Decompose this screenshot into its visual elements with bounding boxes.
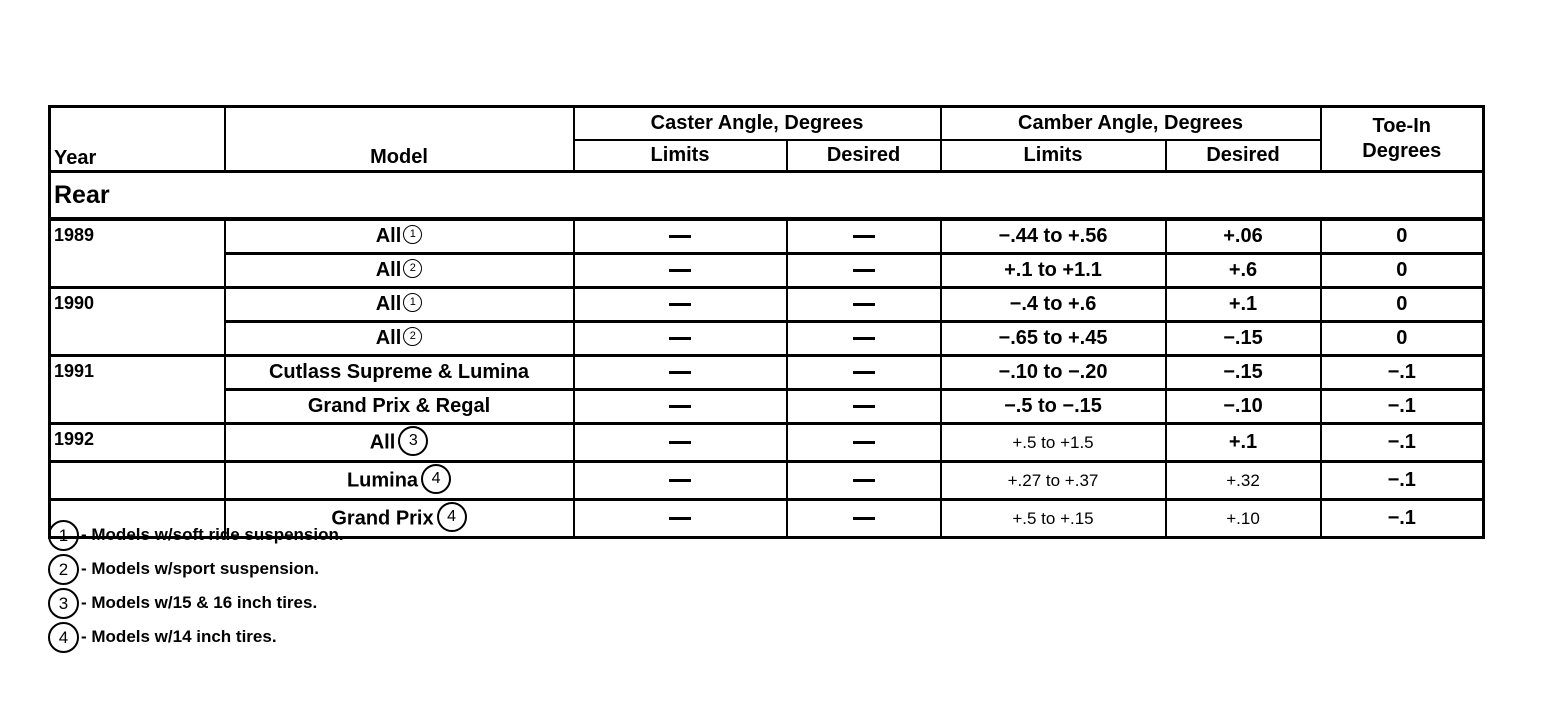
caster-limits-cell [574, 462, 787, 500]
em-dash-icon [669, 235, 691, 238]
header-toe-in-line2: Degrees [1362, 140, 1442, 162]
camber-limits-cell: −.10 to −.20 [941, 356, 1166, 390]
toe-in-cell: −.1 [1321, 390, 1484, 424]
section-title: Rear [50, 172, 1484, 220]
footnote-marker-icon: 4 [421, 464, 451, 494]
model-cell [225, 254, 574, 288]
camber-limits-cell: +.27 to +.37 [941, 462, 1166, 500]
em-dash-icon [853, 479, 875, 482]
em-dash-icon [669, 441, 691, 444]
footnote-marker-icon: 2 [403, 327, 422, 346]
toe-in-cell: 0 [1321, 288, 1484, 322]
header-model: Model [225, 107, 574, 172]
footnote-text: - Models w/15 & 16 inch tires. [81, 593, 318, 612]
section-row [50, 172, 1484, 220]
camber-limits-cell: −.65 to +.45 [941, 322, 1166, 356]
year-text: 1991 [54, 361, 95, 381]
caster-limits-cell [574, 424, 787, 462]
footnote-text: - Models w/sport suspension. [81, 559, 320, 578]
header-caster-limits: Limits [574, 140, 787, 172]
header-year: Year [50, 107, 225, 172]
header-toe-in-line1: Toe-In [1372, 115, 1431, 137]
camber-limits-cell: −.5 to −.15 [941, 390, 1166, 424]
model-text: Lumina [346, 468, 419, 491]
toe-in-cell: 0 [1321, 219, 1484, 254]
model-text: All [375, 225, 402, 247]
caster-limits-cell [574, 322, 787, 356]
caster-desired-cell [787, 219, 941, 254]
caster-desired-cell [787, 424, 941, 462]
table-row [50, 462, 1484, 500]
table-row [50, 322, 1484, 356]
model-cell [225, 219, 574, 254]
model-cell [225, 322, 574, 356]
year-text: 1990 [54, 293, 95, 313]
camber-limits-cell: −.4 to +.6 [941, 288, 1166, 322]
footnote-marker-icon: 1 [403, 225, 422, 244]
rear-alignment-spec-table [48, 105, 1485, 539]
em-dash-icon [853, 235, 875, 238]
header-camber-angle: Camber Angle, Degrees [941, 107, 1321, 141]
year-cell [50, 288, 225, 356]
header-row-top [50, 107, 1484, 141]
table-row [50, 390, 1484, 424]
camber-desired-cell: −.10 [1166, 390, 1321, 424]
em-dash-icon [853, 405, 875, 408]
caster-desired-cell [787, 390, 941, 424]
model-cell [225, 424, 574, 462]
header-camber-limits: Limits [941, 140, 1166, 172]
model-cell [225, 356, 574, 390]
caster-limits-cell [574, 288, 787, 322]
footnote-number-icon: 1 [48, 520, 79, 551]
model-text: All [375, 293, 402, 315]
em-dash-icon [853, 337, 875, 340]
footnote-marker-icon: 1 [403, 293, 422, 312]
table-row [50, 356, 1484, 390]
em-dash-icon [853, 269, 875, 272]
caster-desired-cell [787, 322, 941, 356]
year-cell [50, 219, 225, 288]
camber-desired-cell: +.1 [1166, 424, 1321, 462]
camber-limits-cell: +.5 to +.15 [941, 500, 1166, 538]
toe-in-cell: 0 [1321, 322, 1484, 356]
camber-limits-cell: −.44 to +.56 [941, 219, 1166, 254]
camber-desired-cell: −.15 [1166, 322, 1321, 356]
footnote-text: - Models w/14 inch tires. [81, 627, 277, 646]
model-text: All [375, 327, 402, 349]
em-dash-icon [853, 517, 875, 520]
model-cell [225, 390, 574, 424]
toe-in-cell: −.1 [1321, 462, 1484, 500]
em-dash-icon [669, 269, 691, 272]
em-dash-icon [669, 371, 691, 374]
model-text: Grand Prix [331, 506, 434, 529]
footnote-item [48, 552, 344, 586]
model-text: Grand Prix & Regal [307, 395, 491, 417]
header-toe-in [1321, 107, 1484, 172]
year-cell [50, 356, 225, 424]
caster-limits-cell [574, 254, 787, 288]
footnote-text: - Models w/soft ride suspension. [81, 525, 344, 544]
model-text: Cutlass Supreme & Lumina [268, 361, 530, 383]
em-dash-icon [853, 441, 875, 444]
footnote-number-icon: 4 [48, 622, 79, 653]
caster-limits-cell [574, 390, 787, 424]
table-row [50, 288, 1484, 322]
caster-desired-cell [787, 462, 941, 500]
model-text: All [369, 430, 396, 453]
caster-desired-cell [787, 500, 941, 538]
header-camber-desired: Desired [1166, 140, 1321, 172]
caster-desired-cell [787, 288, 941, 322]
toe-in-cell: −.1 [1321, 356, 1484, 390]
footnote-item [48, 518, 344, 552]
caster-desired-cell [787, 254, 941, 288]
header-caster-desired: Desired [787, 140, 941, 172]
table-row [50, 254, 1484, 288]
footnote-number-icon: 3 [48, 588, 79, 619]
year-text: 1989 [54, 225, 95, 245]
toe-in-cell: −.1 [1321, 500, 1484, 538]
caster-limits-cell [574, 500, 787, 538]
caster-limits-cell [574, 356, 787, 390]
camber-desired-cell: −.15 [1166, 356, 1321, 390]
toe-in-cell: −.1 [1321, 424, 1484, 462]
footnote-marker-icon: 3 [398, 426, 428, 456]
em-dash-icon [853, 371, 875, 374]
header-caster-angle: Caster Angle, Degrees [574, 107, 941, 141]
year-cell [50, 424, 225, 462]
toe-in-cell: 0 [1321, 254, 1484, 288]
camber-limits-cell: +.1 to +1.1 [941, 254, 1166, 288]
em-dash-icon [669, 405, 691, 408]
camber-desired-cell: +.10 [1166, 500, 1321, 538]
em-dash-icon [669, 303, 691, 306]
model-text: All [375, 259, 402, 281]
em-dash-icon [853, 303, 875, 306]
year-cell [50, 462, 225, 500]
em-dash-icon [669, 517, 691, 520]
caster-limits-cell [574, 219, 787, 254]
camber-desired-cell: +.06 [1166, 219, 1321, 254]
table-row [50, 424, 1484, 462]
em-dash-icon [669, 479, 691, 482]
camber-limits-cell: +.5 to +1.5 [941, 424, 1166, 462]
year-text: 1992 [54, 429, 95, 449]
camber-desired-cell: +.32 [1166, 462, 1321, 500]
footnote-item [48, 620, 344, 654]
model-cell [225, 462, 574, 500]
table-row [50, 219, 1484, 254]
footnote-item [48, 586, 344, 620]
caster-desired-cell [787, 356, 941, 390]
model-cell [225, 288, 574, 322]
em-dash-icon [669, 337, 691, 340]
footnote-number-icon: 2 [48, 554, 79, 585]
footnote-marker-icon: 2 [403, 259, 422, 278]
footnote-marker-icon: 4 [437, 502, 467, 532]
camber-desired-cell: +.6 [1166, 254, 1321, 288]
footnotes [48, 518, 344, 654]
camber-desired-cell: +.1 [1166, 288, 1321, 322]
